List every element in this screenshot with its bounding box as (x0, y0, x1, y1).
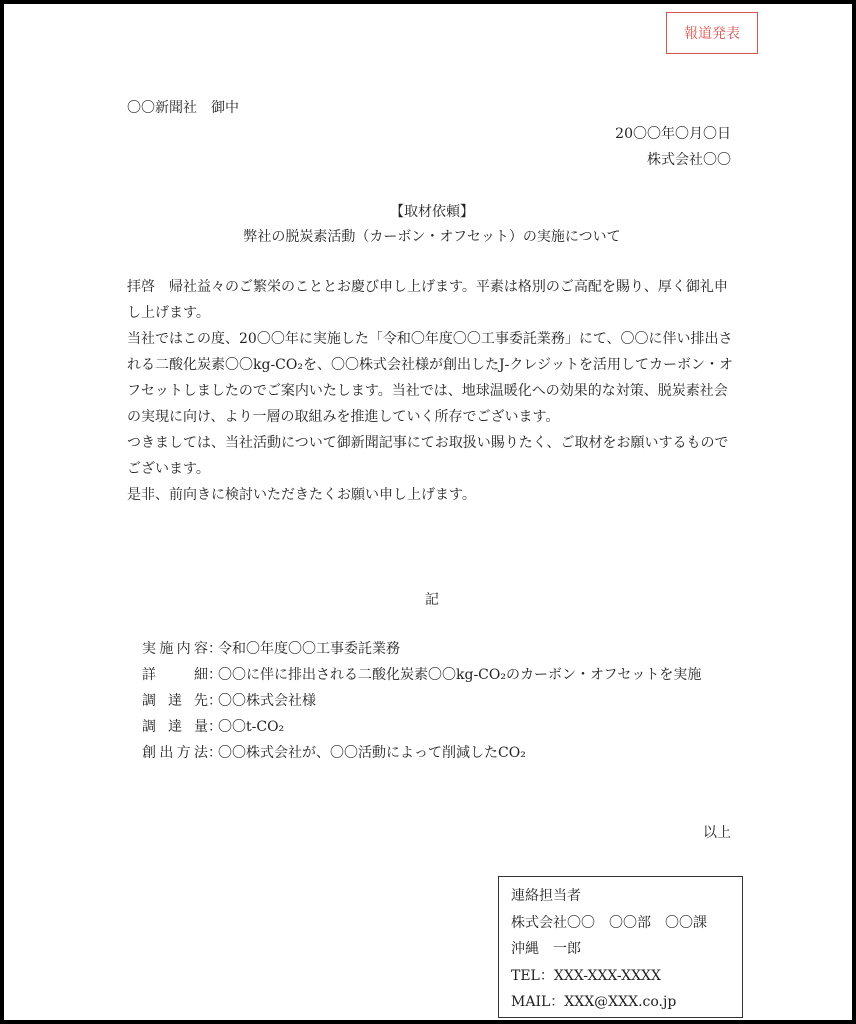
detail-value: 〇〇株式会社様 (218, 693, 316, 709)
press-release-badge: 報道発表 (666, 12, 758, 54)
contact-org: 株式会社〇〇 〇〇部 〇〇課 (511, 914, 707, 931)
detail-colon: ： (208, 641, 222, 657)
body-paragraph: つきましては、当社活動について御新聞記事にてお取扱い賜りたく、ご取材をお願いするものでございます。 (127, 435, 729, 477)
detail-value: 令和〇年度〇〇工事委託業務 (218, 641, 400, 657)
document-date: 20〇〇年〇月〇日 (615, 126, 731, 142)
detail-value: 〇〇株式会社が、〇〇活動によって削減したCO₂ (218, 745, 526, 761)
detail-colon: ： (208, 719, 222, 735)
body-text (127, 274, 739, 508)
sender-company: 株式会社〇〇 (647, 152, 731, 168)
contact-title: 連絡担当者 (511, 888, 581, 904)
recipient: 〇〇新聞社 御中 (127, 100, 239, 116)
body-paragraph: 当社ではこの度、20〇〇年に実施した「令和〇年度〇〇工事委託業務」にて、〇〇に伴い排出される二酸化炭素〇〇kg-CO₂を、〇〇株式会社様が創出したJ-クレジットを活用してカーボン・オフセットしましたのでご案内いたします。当社では、地球温暖化への効果的な対策、脱炭素社会の実現に向け、より一層の取組みを推進していく所存でございます。 (127, 331, 733, 425)
detail-colon: ： (208, 745, 222, 761)
detail-label: 創出方法 (142, 745, 208, 761)
detail-row (142, 740, 701, 766)
detail-row (142, 662, 701, 688)
body-paragraph: 拝啓 帰社益々のご繁栄のこととお慶び申し上げます。平素は格別のご高配を賜り、厚く御礼申し上げます。 (127, 279, 728, 321)
contact-box (498, 876, 743, 1018)
contact-name: 沖縄 一郎 (511, 941, 581, 957)
closing-ijo: 以上 (703, 825, 731, 841)
detail-label: 調達量 (142, 719, 208, 735)
detail-label: 調達先 (142, 693, 208, 709)
contact-tel: TEL：XXX-XXX-XXXX (511, 967, 661, 984)
contact-mail: MAIL：XXX@XXX.co.jp (511, 994, 677, 1010)
detail-colon: ： (208, 667, 222, 683)
detail-label: 詳細 (142, 667, 208, 683)
details-list (142, 636, 701, 766)
heading-tag: 【取材依頼】 (390, 204, 474, 220)
detail-value: 〇〇に伴に排出される二酸化炭素〇〇kg-CO₂のカーボン・オフセットを実施 (218, 667, 702, 683)
detail-row (142, 636, 701, 662)
detail-row (142, 714, 701, 740)
detail-colon: ： (208, 693, 222, 709)
body-paragraph: 是非、前向きに検討いただきたくお願い申し上げます。 (127, 487, 476, 503)
detail-row (142, 688, 701, 714)
detail-label: 実施内容 (142, 641, 208, 657)
ki-marker: 記 (425, 592, 439, 608)
detail-value: 〇〇t-CO₂ (218, 719, 285, 735)
heading-subject: 弊社の脱炭素活動（カーボン・オフセット）の実施について (243, 229, 621, 245)
